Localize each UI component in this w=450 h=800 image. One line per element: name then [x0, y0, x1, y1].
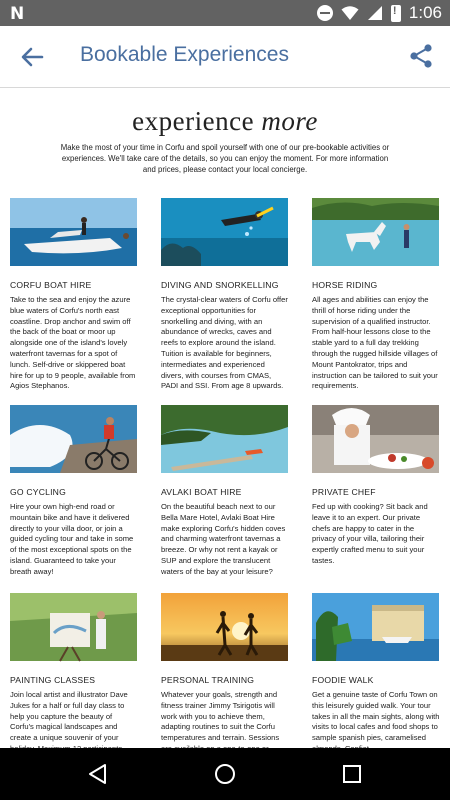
cycling-image [10, 405, 137, 473]
card-horse-riding [312, 198, 440, 392]
wifi-icon [341, 5, 359, 21]
clock: 1:06 [408, 3, 442, 22]
foodie-walk-image [312, 593, 439, 661]
card-text: Get a genuine taste of Corfu Town on this leisurely guided walk. Your tour takes in all the main sights, along with visits to local cafes and food shops to sample spanish pies, caramelised [312, 690, 440, 743]
page-title: Bookable Experiences [80, 43, 289, 66]
boat-hire-image [10, 198, 137, 266]
card-foodie-walk [312, 593, 440, 755]
notification-logo-icon: N [10, 4, 25, 24]
experiences-content[interactable] [0, 88, 450, 748]
heading-word-2: more [261, 106, 318, 136]
nav-recents-icon[interactable] [340, 762, 364, 786]
private-chef-image [312, 405, 439, 473]
card-text: Join local artist and illustrator Dave Jukes for a half or full day class to help you capture the beauty of Corfu's magical landscapes and create a unique souvenir of your [10, 690, 128, 743]
card-go-cycling [10, 405, 138, 578]
card-title: PAINTING CLASSES [10, 675, 96, 685]
card-title: CORFU BOAT HIRE [10, 280, 92, 290]
card-text: Whatever your goals, strength and fitness trainer Jimmy Tsirigotis will work with you to achieve them, adapting routines to suit the Corfu temperatures and terrain. Sessions [161, 690, 280, 743]
card-title: AVLAKI BOAT HIRE [161, 487, 242, 497]
card-text: Hire your own high-end road or mountain bike and have it delivered directly to your villa door, or join a guided cycling tour and take in some of the most exceptional spots on the island. Guaranteed to take your breath away! [10, 502, 134, 576]
status-icons [317, 3, 442, 23]
battery-icon [391, 5, 401, 22]
card-text: On the beautiful beach next to our Bella Mare Hotel, Avlaki Boat Hire make exploring Corfu's hidden coves and charming waterfront tavernas a breeze. Or why not rent a kayak or SUP and explore the translucent waters of the bay at your leisure? [161, 502, 286, 576]
diving-image [161, 198, 288, 266]
card-corfu-boat-hire [10, 198, 138, 392]
do-not-disturb-icon [317, 5, 333, 21]
status-bar [0, 0, 450, 26]
card-avlaki-boat-hire [161, 405, 289, 578]
back-arrow-icon[interactable] [18, 43, 46, 71]
card-text: All ages and abilities can enjoy the thrill of horse riding under the supervision of a qualified instructor. From half-hour lessons close to the stable yard to a full day trekking through the rugged hillside villages of Mount Pantokrator, trips and instruction can be tailored to suit your requirements. [312, 295, 438, 391]
card-title: GO CYCLING [10, 487, 66, 497]
card-text: Fed up with cooking? Sit back and leave it to an expert. Our private chefs are happy to cater in the privacy of your villa, tailoring their expertly crafted menu to suit your tastes. [312, 502, 428, 565]
card-text: The crystal-clear waters of Corfu offer exceptional opportunities for snorkelling and diving, with an abundance of wrecks, caves and reefs to explore around the island. Tuition is available for beginners, intermediates and experienced divers, with courses from CMAS, PADI and SSI. From age 8 upwards. [161, 295, 288, 391]
card-title: FOODIE WALK [312, 675, 374, 685]
avlaki-image [161, 405, 288, 473]
intro-text: Make the most of your time in Corfu and spoil yourself with one of our pre-bookable activities or experiences. We'll take care of the details, so you can enjoy the moment. For more information and prices, please contact your local concierge. [60, 143, 390, 174]
card-painting-classes [10, 593, 138, 755]
painting-image [10, 593, 137, 661]
nav-back-icon[interactable] [86, 762, 110, 786]
app-bar [0, 26, 450, 88]
card-personal-training [161, 593, 289, 755]
card-private-chef [312, 405, 440, 567]
card-title: PERSONAL TRAINING [161, 675, 255, 685]
experience-more-heading [0, 106, 450, 137]
card-title: HORSE RIDING [312, 280, 378, 290]
personal-training-image [161, 593, 288, 661]
horse-riding-image [312, 198, 439, 266]
system-nav-bar [0, 748, 450, 800]
card-title: PRIVATE CHEF [312, 487, 376, 497]
card-text: Take to the sea and enjoy the azure blue waters of Corfu's north east coastline. Drop anchor and swim off the back of the boat or moor up alongside one of the island's lovely waterfront tavernas for a spot of lunch. Self-drive or skippered boat hire for up to 9 people, available from Agios Stephanos. [10, 295, 136, 391]
card-diving-snorkelling [161, 198, 289, 392]
share-icon[interactable] [408, 43, 434, 69]
cell-signal-icon [367, 5, 383, 21]
card-title: DIVING AND SNORKELLING [161, 280, 279, 290]
heading-word-1: experience [132, 106, 255, 136]
nav-home-icon[interactable] [213, 762, 237, 786]
